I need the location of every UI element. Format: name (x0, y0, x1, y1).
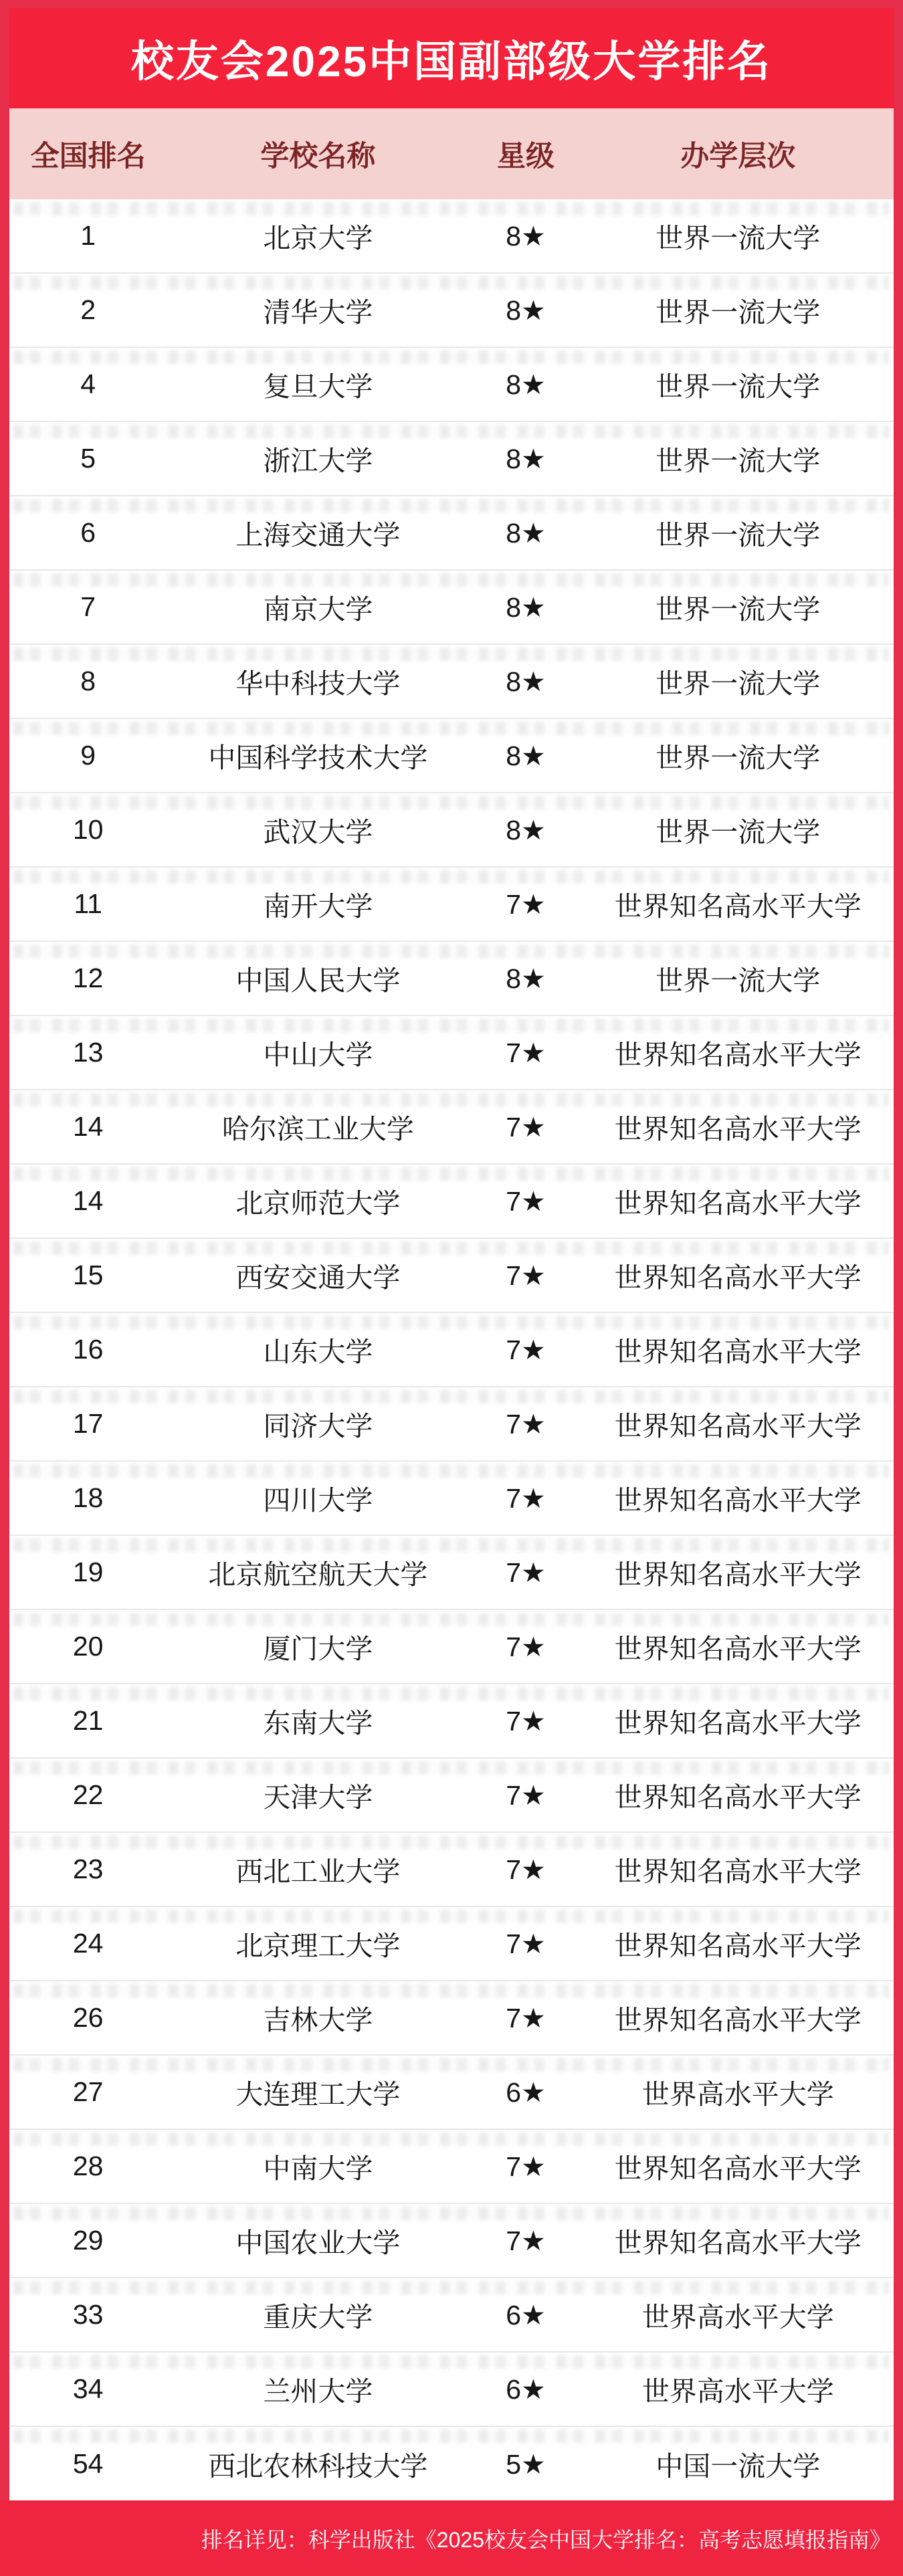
table-row (9, 1981, 894, 2056)
table-row (9, 1387, 894, 1462)
table-row (9, 1313, 894, 1387)
tier-cell: 世界一流大学 (656, 965, 821, 996)
star-rating-cell: 8★ (506, 814, 546, 846)
school-name-cell: 同济大学 (263, 1411, 373, 1442)
table-row (9, 2204, 894, 2278)
star-rating-cell: 7★ (506, 1185, 546, 1217)
star-rating-cell: 7★ (506, 888, 546, 920)
school-name-cell: 西北工业大学 (235, 1856, 401, 1887)
school-name-cell: 南京大学 (263, 594, 373, 625)
star-rating-cell: 6★ (506, 2373, 546, 2405)
rank-cell: 19 (72, 1557, 104, 1587)
star-rating-cell: 6★ (506, 2299, 546, 2331)
rank-cell: 6 (80, 517, 96, 548)
school-name-cell: 北京理工大学 (235, 1930, 401, 1961)
page-title: 校友会2025中国副部级大学排名 (130, 37, 773, 86)
column-header-star: 星级 (497, 140, 555, 173)
school-name-cell: 复旦大学 (263, 371, 373, 402)
school-name-cell: 中山大学 (263, 1039, 373, 1070)
school-name-cell: 哈尔滨工业大学 (221, 1114, 414, 1145)
table-row (9, 1165, 894, 1239)
school-name-cell: 兰州大学 (263, 2376, 373, 2407)
rank-cell: 24 (72, 1928, 104, 1959)
star-rating-cell: 7★ (506, 1334, 546, 1365)
star-rating-cell: 8★ (506, 963, 546, 994)
table-row (9, 1239, 894, 1313)
school-name-cell: 华中科技大学 (235, 668, 401, 699)
rank-cell: 7 (80, 591, 96, 622)
school-name-cell: 武汉大学 (263, 817, 373, 848)
school-name-cell: 南开大学 (263, 891, 373, 922)
star-rating-cell: 6★ (506, 2076, 546, 2108)
star-rating-cell: 8★ (506, 740, 546, 771)
tier-cell: 世界知名高水平大学 (614, 2153, 862, 2184)
tier-cell: 世界知名高水平大学 (614, 1559, 862, 1590)
school-name-cell: 四川大学 (263, 1485, 373, 1516)
table-row (9, 1536, 894, 1610)
rank-cell: 4 (80, 369, 96, 399)
tier-cell: 世界知名高水平大学 (614, 1930, 862, 1961)
rank-cell: 18 (72, 1482, 104, 1513)
table-row (9, 422, 894, 496)
star-rating-cell: 7★ (506, 2225, 546, 2256)
table-row (9, 1090, 894, 1165)
tier-cell: 世界知名高水平大学 (614, 1114, 862, 1145)
table-row (9, 496, 894, 571)
tier-cell: 世界知名高水平大学 (614, 1188, 862, 1219)
rank-cell: 16 (72, 1334, 104, 1365)
table-row (9, 1833, 894, 1907)
table-row (9, 1610, 894, 1684)
tier-cell: 世界知名高水平大学 (614, 1708, 862, 1739)
rank-cell: 29 (72, 2225, 104, 2256)
title-bar (9, 8, 894, 108)
footer-note: 排名详见：科学出版社《2025校友会中国大学排名：高考志愿填报指南》 (201, 2527, 891, 2552)
star-rating-cell: 8★ (506, 294, 546, 326)
rank-cell: 8 (80, 666, 96, 696)
tier-cell: 世界一流大学 (656, 520, 821, 551)
table-row (9, 348, 894, 422)
table-row (9, 2130, 894, 2204)
school-name-cell: 山东大学 (263, 1336, 373, 1367)
star-rating-cell: 7★ (506, 1631, 546, 1662)
school-name-cell: 厦门大学 (263, 1633, 373, 1664)
tier-cell: 中国一流大学 (656, 2451, 821, 2482)
rank-cell: 20 (72, 1631, 104, 1662)
rank-cell: 2 (80, 294, 96, 325)
tier-cell: 世界知名高水平大学 (614, 1856, 862, 1887)
school-name-cell: 东南大学 (263, 1708, 373, 1739)
tier-cell: 世界知名高水平大学 (614, 2005, 862, 2036)
tier-cell: 世界一流大学 (656, 668, 821, 699)
tier-cell: 世界高水平大学 (641, 2079, 834, 2110)
table-row (9, 719, 894, 793)
tier-cell: 世界知名高水平大学 (614, 1782, 862, 1813)
rank-cell: 14 (72, 1185, 104, 1216)
column-header-rank: 全国排名 (30, 140, 146, 173)
tier-cell: 世界知名高水平大学 (614, 1485, 862, 1516)
school-name-cell: 大连理工大学 (235, 2079, 401, 2110)
rank-cell: 10 (72, 814, 104, 845)
rank-cell: 17 (72, 1408, 104, 1439)
table-header (9, 108, 894, 199)
rank-cell: 1 (80, 220, 96, 251)
table-row (9, 868, 894, 942)
school-name-cell: 上海交通大学 (235, 520, 401, 551)
rank-cell: 27 (72, 2076, 104, 2107)
star-rating-cell: 8★ (506, 517, 546, 549)
star-rating-cell: 7★ (506, 1557, 546, 1588)
table-row (9, 571, 894, 645)
tier-cell: 世界一流大学 (656, 594, 821, 625)
star-rating-cell: 7★ (506, 1482, 546, 1514)
table-row (9, 1759, 894, 1833)
school-name-cell: 中国农业大学 (235, 2227, 401, 2258)
rank-cell: 34 (72, 2373, 104, 2404)
table-row (9, 1684, 894, 1759)
table-row (9, 793, 894, 868)
tier-cell: 世界一流大学 (656, 742, 821, 773)
star-rating-cell: 7★ (506, 1779, 546, 1811)
rank-cell: 28 (72, 2151, 104, 2181)
table-row (9, 1016, 894, 1090)
rank-cell: 11 (74, 888, 102, 919)
rank-cell: 15 (72, 1260, 104, 1290)
tier-cell: 世界知名高水平大学 (614, 1336, 862, 1367)
rank-cell: 21 (72, 1705, 104, 1736)
rank-cell: 33 (72, 2299, 104, 2330)
school-name-cell: 中南大学 (263, 2153, 373, 2184)
table-row (9, 2353, 894, 2427)
tier-cell: 世界知名高水平大学 (614, 1633, 862, 1664)
tier-cell: 世界一流大学 (656, 445, 821, 476)
school-name-cell: 北京师范大学 (235, 1188, 401, 1219)
tier-cell: 世界知名高水平大学 (614, 1411, 862, 1442)
tier-cell: 世界知名高水平大学 (614, 1262, 862, 1293)
school-name-cell: 北京大学 (263, 223, 373, 254)
rank-cell: 23 (72, 1854, 104, 1884)
footer-bar (0, 2500, 903, 2576)
rank-cell: 26 (72, 2002, 104, 2033)
star-rating-cell: 8★ (506, 591, 546, 623)
tier-cell: 世界一流大学 (656, 297, 821, 328)
star-rating-cell: 8★ (506, 369, 546, 400)
rank-cell: 54 (72, 2448, 104, 2479)
rank-cell: 12 (72, 963, 104, 993)
star-rating-cell: 8★ (506, 666, 546, 697)
table-row (9, 199, 894, 274)
school-name-cell: 重庆大学 (263, 2302, 373, 2333)
school-name-cell: 清华大学 (263, 297, 373, 328)
star-rating-cell: 7★ (506, 1260, 546, 1291)
tier-cell: 世界高水平大学 (641, 2376, 834, 2407)
table-row (9, 645, 894, 719)
rank-cell: 14 (72, 1111, 104, 1142)
school-name-cell: 吉林大学 (263, 2005, 373, 2036)
school-name-cell: 浙江大学 (263, 445, 373, 476)
star-rating-cell: 5★ (506, 2448, 546, 2480)
tier-cell: 世界一流大学 (656, 817, 821, 848)
rank-cell: 13 (72, 1037, 104, 1068)
table-row (9, 1462, 894, 1536)
star-rating-cell: 7★ (506, 2151, 546, 2182)
rank-cell: 9 (80, 740, 96, 771)
star-rating-cell: 7★ (506, 1037, 546, 1068)
tier-cell: 世界一流大学 (656, 223, 821, 254)
star-rating-cell: 8★ (506, 443, 546, 474)
school-name-cell: 西安交通大学 (235, 1262, 401, 1293)
star-rating-cell: 8★ (506, 220, 546, 252)
school-name-cell: 中国人民大学 (235, 965, 401, 996)
school-name-cell: 北京航空航天大学 (208, 1559, 428, 1590)
table-row (9, 274, 894, 348)
star-rating-cell: 7★ (506, 1111, 546, 1143)
tier-cell: 世界一流大学 (656, 371, 821, 402)
school-name-cell: 西北农林科技大学 (208, 2451, 428, 2482)
table-row (9, 942, 894, 1016)
table-row (9, 1907, 894, 1981)
tier-cell: 世界高水平大学 (641, 2302, 834, 2333)
star-rating-cell: 7★ (506, 1408, 546, 1440)
star-rating-cell: 7★ (506, 1705, 546, 1737)
column-header-school: 学校名称 (260, 140, 376, 173)
school-name-cell: 天津大学 (263, 1782, 373, 1813)
ranking-table (9, 199, 894, 2501)
table-row (9, 2278, 894, 2353)
tier-cell: 世界知名高水平大学 (614, 1039, 862, 1070)
tier-cell: 世界知名高水平大学 (614, 891, 862, 922)
tier-cell: 世界知名高水平大学 (614, 2227, 862, 2258)
rank-cell: 22 (72, 1779, 104, 1810)
star-rating-cell: 7★ (506, 2002, 546, 2034)
table-row (9, 2427, 894, 2501)
star-rating-cell: 7★ (506, 1854, 546, 1885)
column-header-tier: 办学层次 (680, 140, 796, 173)
table-row (9, 2056, 894, 2130)
star-rating-cell: 7★ (506, 1928, 546, 1959)
rank-cell: 5 (80, 443, 96, 474)
school-name-cell: 中国科学技术大学 (208, 742, 428, 773)
